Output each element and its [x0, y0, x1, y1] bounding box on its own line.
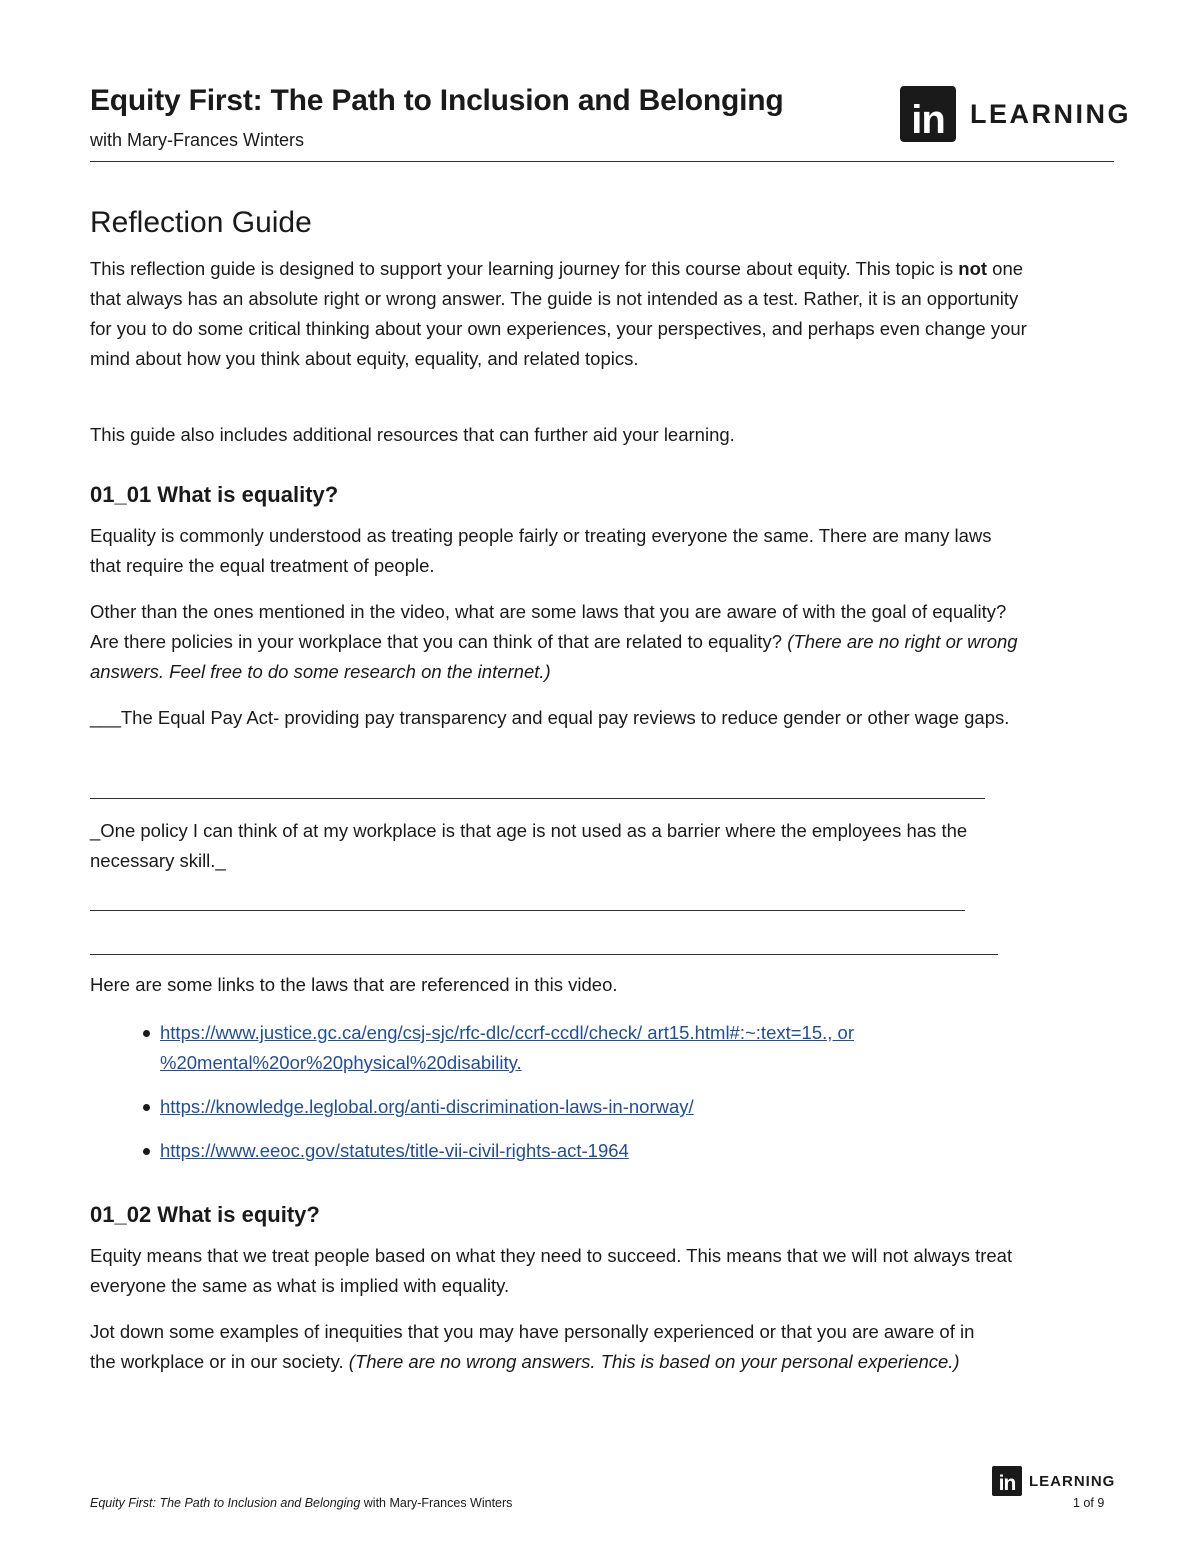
answer-line-2[interactable]: _One policy I can think of at my workplace is that age is not used as a barrier where the employees has the necessary skill._ [90, 820, 968, 871]
page-number: 1 of 9 [1073, 1496, 1105, 1510]
document-subtitle: with Mary-Frances Winters [90, 130, 305, 150]
footer-course-title: Equity First: The Path to Inclusion and Belonging with Mary-Frances Winters [90, 1496, 513, 1510]
law-link-canada[interactable]: https://www.justice.gc.ca/eng/csj-sjc/rfc-dlc/ccrf-ccdl/check/ art15.html#:~:text=15., or %20mental%20or%20physical%20disability. [160, 1022, 854, 1073]
logo-wordmark: LEARNING [970, 98, 1131, 129]
answer-line-1[interactable]: ___The Equal Pay Act- providing pay transparency and equal pay reviews to reduce gender or other wage gaps. [90, 707, 1010, 728]
equity-question: Jot down some examples of inequities that you may have personally experienced or that you are aware of in the workplace or in our society. (There are no wrong answers. This is based on your personal experience.) [90, 1321, 975, 1372]
heading-what-is-equality: 01_01 What is equality? [90, 482, 339, 507]
equality-question: Other than the ones mentioned in the video, what are some laws that you are aware of with the goal of equality? Are there policies in your workplace that you can think of that are related to equality? (There are no right or wrong answers. Feel free to do some research on the internet.) [90, 601, 1018, 682]
answer-rule [90, 798, 985, 799]
equality-paragraph: Equality is commonly understood as treating people fairly or treating everyone the same. There are many laws that require the equal treatment of people. [90, 525, 992, 576]
equity-paragraph: Equity means that we treat people based on what they need to succeed. This means that we will not always treat everyone the same as what is implied with equality. [90, 1245, 1013, 1296]
document-title: Equity First: The Path to Inclusion and Belonging [90, 84, 784, 117]
links-intro: Here are some links to the laws that are referenced in this video. [90, 974, 618, 995]
linkedin-learning-logo [900, 86, 1131, 142]
section-title-reflection-guide: Reflection Guide [90, 206, 312, 239]
list-item [140, 1136, 980, 1166]
logo-wordmark: LEARNING [1029, 1472, 1116, 1490]
linkedin-in-icon: in [992, 1466, 1022, 1496]
intro-resources-paragraph: This guide also includes additional resources that can further aid your learning. [90, 424, 735, 445]
header-divider [90, 161, 1114, 162]
list-item [140, 1018, 980, 1078]
intro-paragraph: This reflection guide is designed to support your learning journey for this course about equity. This topic is not one that always has an absolute right or wrong answer. The guide is not intended as a test. Rather, it is an opportunity for you to do some critical thinking about your own experiences, your perspectives, and perhaps even change your mind about how you think about equity, equality, and related topics. [90, 258, 1027, 369]
linkedin-in-icon: in [900, 86, 956, 142]
law-link-norway[interactable]: https://knowledge.leglobal.org/anti-discrimination-laws-in-norway/ [160, 1096, 694, 1117]
law-link-eeoc[interactable]: https://www.eeoc.gov/statutes/title-vii-civil-rights-act-1964 [160, 1140, 629, 1161]
list-item [140, 1092, 980, 1122]
answer-rule [90, 910, 965, 911]
law-links-list [140, 1018, 980, 1166]
answer-rule [90, 954, 998, 955]
footer-logo [992, 1466, 1115, 1496]
heading-what-is-equity: 01_02 What is equity? [90, 1202, 320, 1227]
